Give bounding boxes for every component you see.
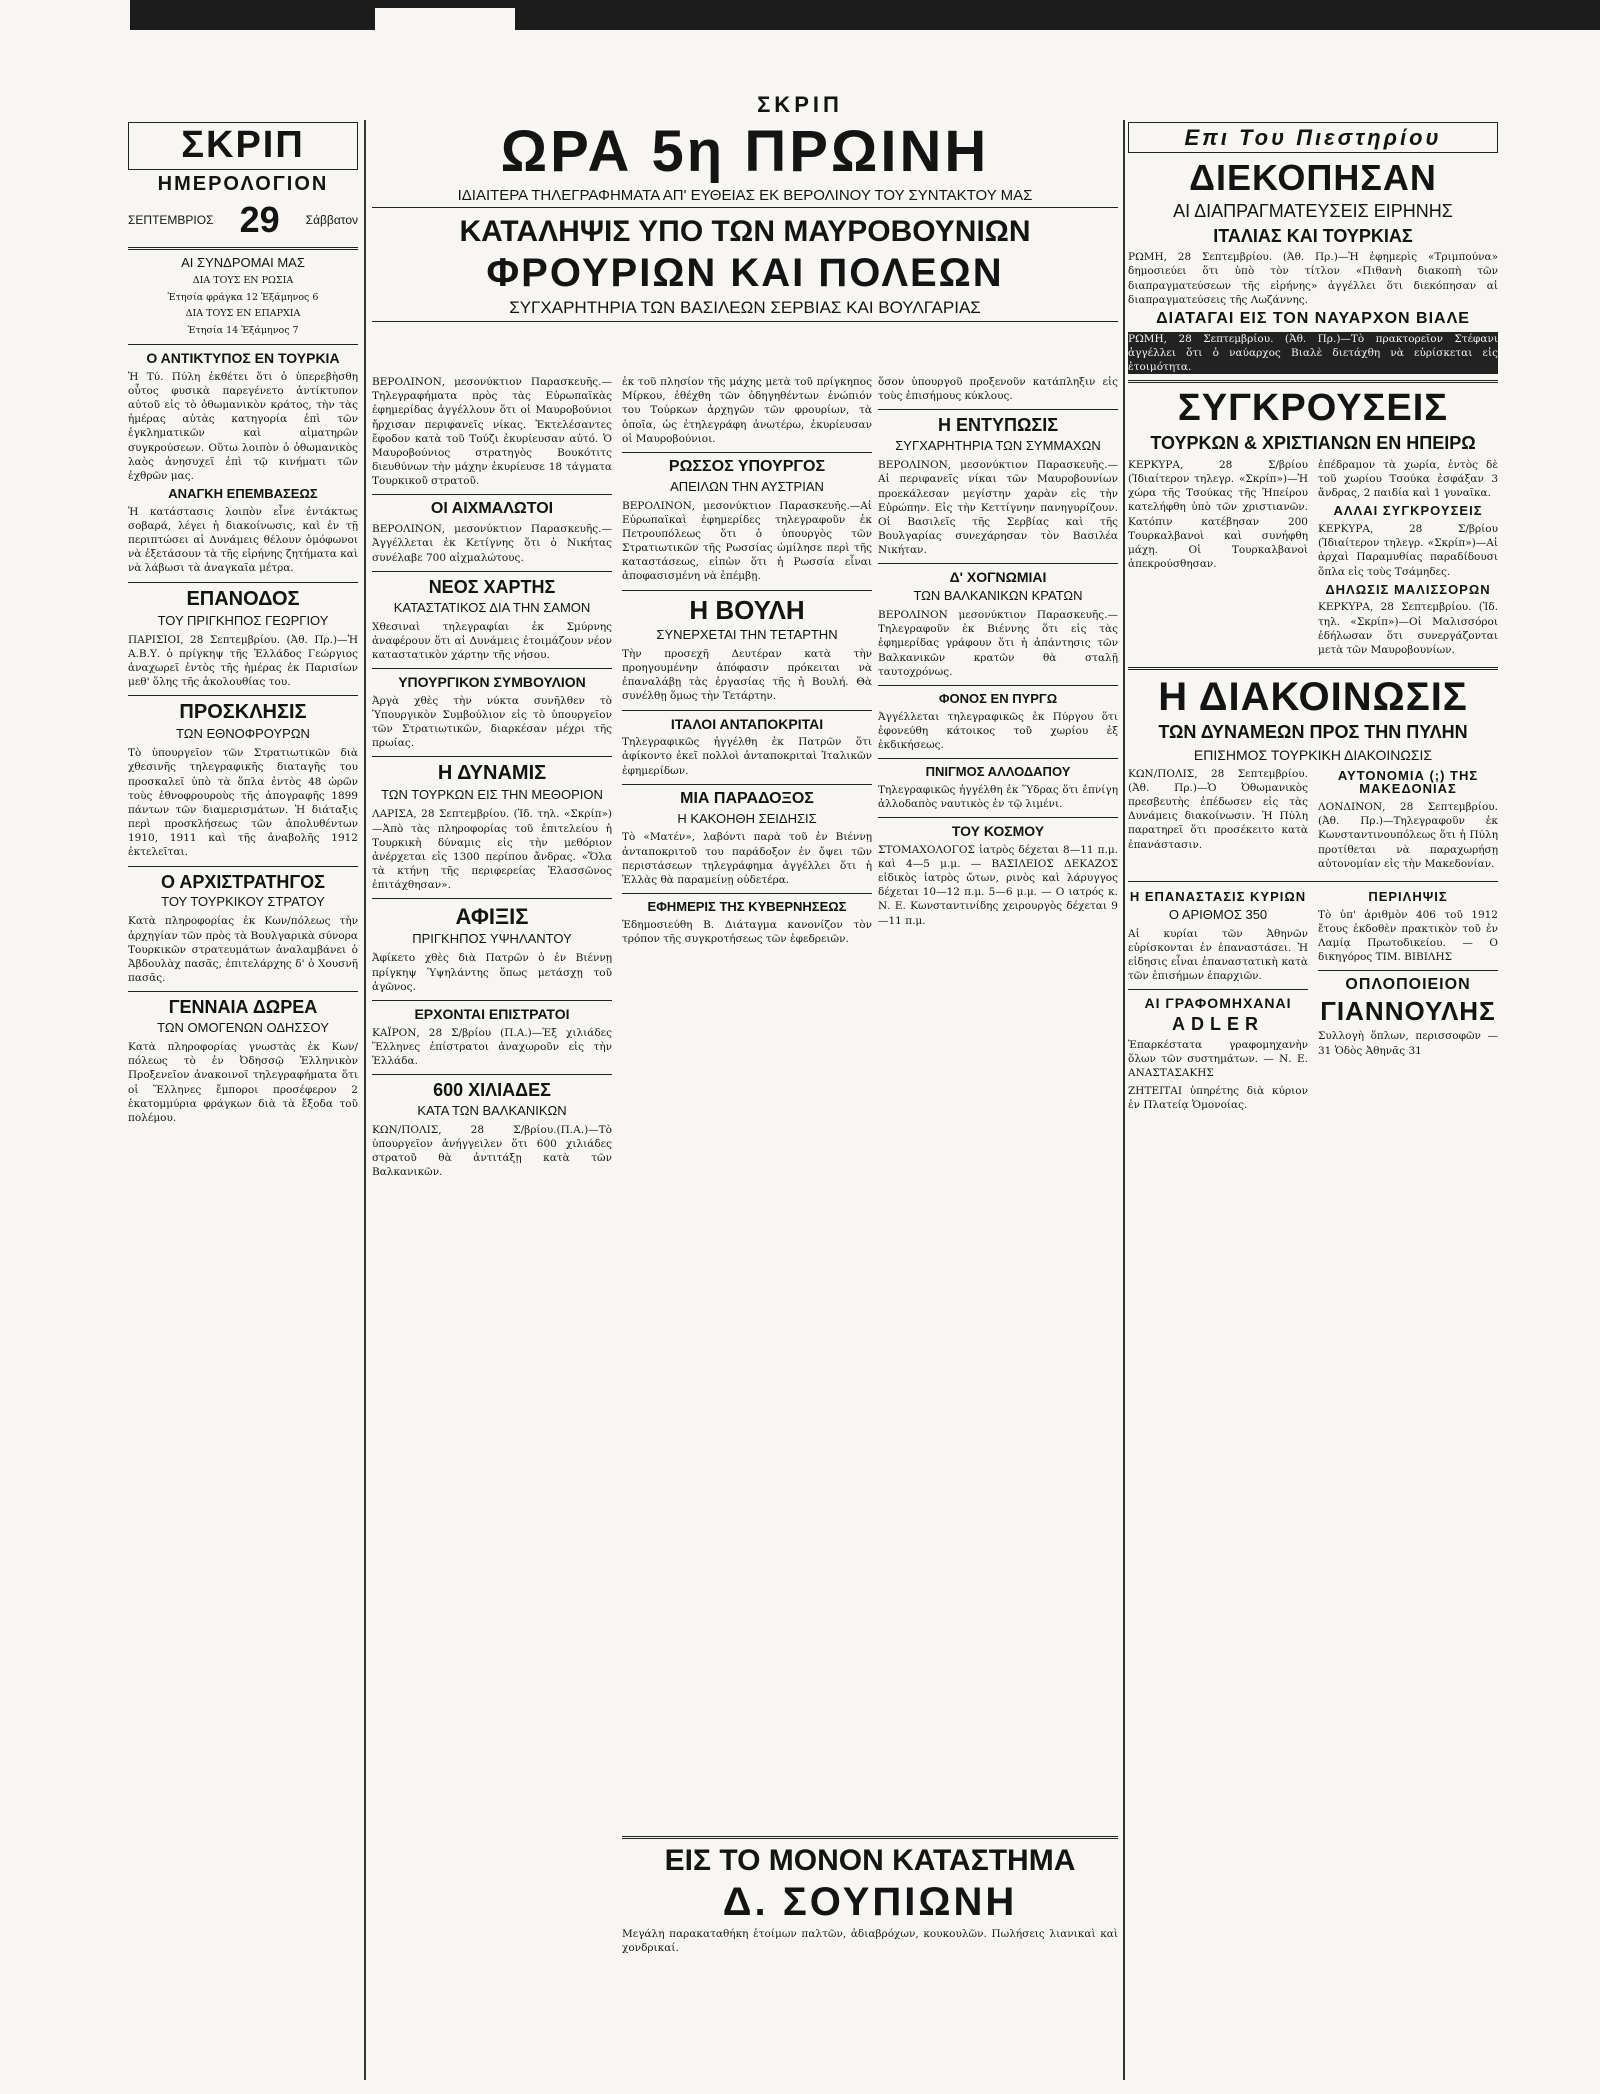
headline: ΕΠΑΝΟΔΟΣ (186, 587, 300, 610)
lead-headline: ΚΑΤΑΛΗΨΙΣ ΥΠΟ ΤΩΝ ΜΑΥΡΟΒΟΥΝΙΩΝ (459, 215, 1031, 249)
article-text: ΚΕΡΚΥΡΑ, 28 Σεπτεμβρίου. (Ἰδ. τηλ. «Σκρίπ»)—Οἱ Μαλισσόροι ἐδήλωσαν ὅτι συνεργάζονται μετὰ τῶν Μαυροβουνίων. (1318, 601, 1498, 656)
headline: ΑΥΤΟΝΟΜΙΑ (;) ΤΗΣ ΜΑΚΕΔΟΝΙΑΣ (1337, 767, 1479, 797)
subheadline: ΣΥΓΧΑΡΗΤΗΡΙΑ ΤΩΝ ΣΥΜΜΑΧΩΝ (895, 438, 1101, 454)
article-text: ἐκ τοῦ πλησίον τῆς μάχης μετὰ τοῦ πρίγκηπος Μίρκου, ἐθέχθη τῶν ὀδηγηθέντων ἐνώπιόν του Τούρκων ἀρχηγῶν τῶν φρουρίων, τὰ ὁποῖα, ὡς ἐτηλεγράφη ἀνωτέρω, ἐκυρίευσαν οἱ Μαυροβούνιοι. (622, 376, 872, 445)
headline: ΟΠΛΟΠΟΙΕΙΟΝ (1345, 976, 1471, 994)
headline: ΡΩΣΣΟΣ ΥΠΟΥΡΓΟΣ (668, 457, 826, 475)
headline: ΔΙΕΚΟΠΗΣΑΝ (1189, 157, 1437, 199)
subs-line: ΔΙΑ ΤΟΥΣ ΕΝ ΕΠΑΡΧΙΑ (185, 308, 301, 320)
subs-title: ΑΙ ΣΥΝΔΡΟΜΑΙ ΜΑΣ (181, 254, 305, 270)
article-text: Ἀφίκετο χθὲς διὰ Πατρῶν ὁ ἐν Βιέννῃ πρίγκηψ Ὑψηλάντης ὅπως μετάσχῃ τοῦ ἀγῶνος. (372, 952, 612, 993)
headline: ΠΡΟΣΚΛΗΣΙΣ (179, 701, 307, 724)
headline: Η ΔΥΝΑΜΙΣ (437, 762, 547, 785)
column-4 (878, 375, 1118, 2080)
band-subtitle: ΙΔΙΑΙΤΕΡΑ ΤΗΛΕΓΡΑΦΗΜΑΤΑ ΑΠ' ΕΥΘΕΙΑΣ ΕΚ ΒΕΡΟΛΙΝΟΥ ΤΟΥ ΣΥΝΤΑΚΤΟΥ ΜΑΣ (372, 187, 1118, 208)
subheadline: ΚΑΤΑ ΤΩΝ ΒΑΛΚΑΝΙΚΩΝ (417, 1103, 567, 1119)
column-1 (128, 120, 358, 2080)
column-rule (364, 120, 366, 2080)
article-text: ἐπέδραμον τὰ χωρία, ἐντὸς δὲ τοῦ χωρίου Τσούκα ἐσφάξαν 3 ἄνδρας, 2 παιδία καὶ 1 γυναῖκα. (1318, 458, 1498, 500)
headline: ΣΥΓΚΡΟΥΣΕΙΣ (1177, 387, 1449, 430)
headline: ΤΟΥ ΚΟΣΜΟΥ (951, 823, 1045, 839)
subheadline: ΚΑΤΑΣΤΑΤΙΚΟΣ ΔΙΑ ΤΗΝ ΣΑΜΟΝ (393, 599, 591, 615)
article-text: Κατὰ πληροφορίας ἐκ Κων/πόλεως τὴν ἀρχηγίαν τῶν πρὸς τὰ Βουλγαρικὰ σύνορα Τουρκικῶν στρατευμάτων ἀναλαμβάνει ὁ Ἀβδουλὰχ πασᾶς, ἐπιτελάρχης δ' ὁ Χουσνῆ πασᾶς. (128, 915, 358, 985)
weekday: Σάββατον (305, 212, 358, 227)
article-text: Ἐδημοσιεύθη Β. Διάταγμα κανονίζον τὸν τρόπον τῆς συγκροτήσεως τῶν ἐφεδρειῶν. (622, 918, 872, 945)
headline: Ο ΑΡΧΙΣΤΡΑΤΗΓΟΣ (161, 871, 325, 892)
column-rule (1123, 120, 1125, 2080)
article-text: ΒΕΡΟΛΙΝΟΝ, μεσονύκτιον Παρασκευῆς.—Αἱ περιφανεῖς νίκαι τῶν Μαυροβουνίων προεκάλεσαν μεγίστην χαρὰν εἰς τὴν Εὐρώπην. Εἰς τὴν Κεττίγνην πανηγυρίζουν. Οἱ Βασιλεῖς τῆς Σερβίας καὶ τῆς Βουλγαρίας συνεχάρησαν τὸν Βασιλέα Νικήταν. (878, 459, 1118, 557)
headline: Ο ΑΝΤΙΚΤΥΠΟΣ ΕΝ ΤΟΥΡΚΙΑ (146, 350, 340, 367)
band-title: ΩΡΑ 5η ΠΡΩΙΝΗ (500, 119, 990, 184)
ad-title: ΕΙΣ ΤΟ ΜΟΝΟΝ ΚΑΤΑΣΤΗΜΑ (664, 1844, 1076, 1877)
article-text: ΚΩΝ/ΠΟΛΙΣ, 28 Σεπτεμβρίου. (Ἀθ. Πρ.)—Ὁ Ὀθωμανικὸς πρεσβευτὴς ἐπέδωσεν εἰς τὰς Δυνάμεις διακοίνωσιν. Ἡ Πύλη παρατηρεῖ ὅτι προσέκειτο κατὰ ἐπανάστασιν. (1128, 767, 1308, 851)
lead-subheadline: ΣΥΓΧΑΡΗΤΗΡΙΑ ΤΩΝ ΒΑΣΙΛΕΩΝ ΣΕΡΒΙΑΣ ΚΑΙ ΒΟΥΛΓΑΡΙΑΣ (372, 298, 1118, 323)
article-text: ΛΑΡΙΣΑ, 28 Σεπτεμβρίου. (Ἰδ. τηλ. «Σκρίπ»)—Ἀπὸ τὰς πληροφορίας τοῦ ἐπιτελείου ἡ Τουρκικὴ δύναμις εἰς τὴν μεθόριον ἀνέρχεται εἰς 1300 περίπου ἄνδρας. «Ὅλα τὰ κτήνη τῆς περιφερείας Ἐλασσῶνος ἐπιτάχθησαν». (372, 808, 612, 892)
article-text: Τὸ ὑπ' ἀριθμὸν 406 τοῦ 1912 ἔτους ἐκδοθὲν πρακτικὸν τοῦ ἐν Λαμίᾳ Πρωτοδικείου. — Ο δικηγόρος ΤΙΜ. ΒΙΒΙΛΗΣ (1318, 908, 1498, 964)
article-text: ΚΕΡΚΥΡΑ, 28 Σ/βρίου (Ἰδιαίτερον τηλεγρ. «Σκρίπ»)—Αἱ ἀρχαὶ Παραμυθίας παραδίδουσι ὅπλα εἰς τοὺς Τσάμηδες. (1318, 523, 1498, 578)
headline: ΠΕΡΙΛΗΨΙΣ (1368, 888, 1448, 904)
headline: ΜΙΑ ΠΑΡΑΔΟΞΟΣ (680, 789, 814, 807)
article-text: ΖΗΤΕΙΤΑΙ ὑπηρέτης διὰ κύριον ἐν Πλατείᾳ Ὁμονοίας. (1128, 1085, 1308, 1112)
article-text: ΡΩΜΗ, 28 Σεπτεμβρίου. (Ἀθ. Πρ.)—Τὸ πρακτορεῖον Στέφανι ἀγγέλλει ὅτι ὁ ναύαρχος Βιαλὲ διετάχθη νὰ εὑρίσκεται εἰς ἑτοιμότητα. (1128, 332, 1498, 374)
ad-text: Μεγάλη παρακαταθήκη ἑτοίμων παλτῶν, ἀδιαβρόχων, κουκουλῶν. Πωλήσεις λιανικαὶ καὶ χονδρικαί. (622, 1927, 1118, 1954)
subheadline: ΤΩΝ ΤΟΥΡΚΩΝ ΕΙΣ ΤΗΝ ΜΕΘΟΡΙΟΝ (381, 787, 603, 803)
headline: ΥΠΟΥΡΓΙΚΟΝ ΣΥΜΒΟΥΛΙΟΝ (398, 674, 586, 691)
article-text: ΠΑΡΙΣΙΟΙ, 28 Σεπτεμβρίου. (Ἀθ. Πρ.)—Ἡ Α.Β.Υ. ὁ πρίγκηψ τῆς Ἑλλάδος Γεώργιος ἀναχωρεῖ ἐντὸς τῆς ἡμέρας ἐκ Παρισίων μεθ' ὅλης τῆς ἀκολουθίας του. (128, 633, 358, 689)
article-text: Ἀργὰ χθὲς τὴν νύκτα συνῆλθεν τὸ Ὑπουργικὸν Συμβούλιον εἰς τὸ ὑπουργεῖον τῶν Στρατιωτικῶν, διαρκέσαν μέχρι τῆς πρωίας. (372, 694, 612, 750)
article-text: Τὸ ὑπουργεῖον τῶν Στρατιωτικῶν διὰ χθεσινῆς τηλεγραφικῆς διαταγῆς του προσκαλεῖ ὑπὸ τὰ ὅπλα ἐντὸς 48 ὡρῶν τοὺς ἐθνοφρουροὺς τῆς ἀπογραφῆς 1899 πάντων τῶν διαμερισμάτων. Ἡ διάταξις περὶ προσκλήσεως τῶν ἀπολυθέντων 1910, 1911 καὶ τῆς ἀναβολῆς 1912 ἐκτελεῖται. (128, 747, 358, 859)
article-text: Ἐπαρκέστατα γραφομηχανὴν ὅλων τῶν συστημάτων. — Ν. Ε. ΑΝΑΣΤΑΣΑΚΗΣ (1128, 1038, 1308, 1080)
article-text: ΒΕΡΟΛΙΝΟΝ, μεσονύκτιον Παρασκευῆς.—Αἱ Εὐρωπαϊκαὶ ἐφημερίδες τηλεγραφοῦν ἐκ Πετρουπόλεως ὅτι ὁ ὑπουργὸς τῶν Στρατιωτικῶν τῆς Ρωσσίας ὡμίλησε περὶ τῆς καταστάσεως, εἰπὼν ὅτι ἡ Ρωσσία εἶναι ἀποφασισμένη νὰ ἐπέμβῃ. (622, 499, 872, 583)
column-2 (372, 375, 612, 2080)
article-text: ΒΕΡΟΛΙΝΟΝ, μεσονύκτιον Παρασκευῆς.—Ἀγγέλλεται ἐκ Κετίγνης ὅτι ὁ Νικήτας συνέλαβε 700 αἰχμαλώτους. (372, 523, 612, 564)
date-line (128, 199, 358, 241)
subheadline: Ο ΑΡΙΘΜΟΣ 350 (1168, 906, 1268, 922)
article-text: Συλλογὴ ὅπλων, περισσοφῶν — 31 Ὁδὸς Ἀθηνᾶς 31 (1318, 1030, 1498, 1057)
headline: 600 ΧΙΛΙΑΔΕΣ (433, 1080, 551, 1101)
subheadline: ΕΠΙΣΗΜΟΣ ΤΟΥΡΚΙΚΗ ΔΙΑΚΟΙΝΩΣΙΣ (1193, 746, 1433, 763)
subheadline: ΤΩΝ ΕΘΝΟΦΡΟΥΡΩΝ (176, 726, 310, 742)
subheadline: ΤΩΝ ΟΜΟΓΕΝΩΝ ΟΔΗΣΣΟΥ (157, 1020, 329, 1036)
article-text: Τηλεγραφικῶς ἠγγέλθη ἐκ Πατρῶν ὅτι ἀφίκοντο ἐκεῖ πολλοὶ ἀνταποκριταὶ Ἰταλικῶν ἐφημερίδων. (622, 736, 872, 777)
press-banner: Επι Του Πιεστηρίου (1128, 122, 1498, 153)
headline: ΠΝΙΓΜΟΣ ΑΛΛΟΔΑΠΟΥ (925, 764, 1071, 780)
headline: ΙΤΑΛΟΙ ΑΝΤΑΠΟΚΡΙΤΑΙ (670, 715, 824, 732)
subheadline: ΤΟΥ ΤΟΥΡΚΙΚΟΥ ΣΤΡΑΤΟΥ (161, 894, 325, 910)
headline: Η ΔΙΑΚΟΙΝΩΣΙΣ (1158, 675, 1468, 720)
subheadline: ΠΡΙΓΚΗΠΟΣ ΥΨΗΛΑΝΤΟΥ (412, 931, 572, 947)
logo: ΣΚΡΙΠ (128, 122, 358, 170)
headline: ΓΕΝΝΑΙΑ ΔΩΡΕΑ (168, 997, 318, 1018)
subheadline: ΤΟΥ ΠΡΙΓΚΗΠΟΣ ΓΕΩΡΓΙΟΥ (157, 612, 329, 628)
headline: ΕΦΗΜΕΡΙΣ ΤΗΣ ΚΥΒΕΡΝΗΣΕΩΣ (647, 899, 847, 915)
headline: Η ΕΝΤΥΠΩΣΙΣ (937, 415, 1059, 436)
shop-advertisement (622, 1830, 1118, 1959)
article-text: Χθεσιναὶ τηλεγραφίαι ἐκ Σμύρνης ἀναφέρουν ὅτι αἱ Δυνάμεις ἐτοιμάζουν νέον καταστατικὸν χάρτην τῆς νήσου. (372, 620, 612, 661)
calendar-title: ΗΜΕΡΟΛΟΓΙΟΝ (157, 172, 329, 195)
article-text: Τηλεγραφικῶς ἠγγέλθη ἐκ Ὕδρας ὅτι ἐπνίγη ἀλλοδαπὸς ναυτικὸς ἐν τῷ λιμένι. (878, 783, 1118, 810)
day: 29 (239, 198, 280, 240)
subheadline: ADLER (1172, 1013, 1264, 1034)
subs-line: Ἐτησία φράγκα 12 Ἑξάμηνος 6 (167, 291, 319, 303)
headline: ΦΟΝΟΣ ΕΝ ΠΥΡΓΩ (938, 690, 1058, 706)
subheadline: ΤΩΝ ΒΑΛΚΑΝΙΚΩΝ ΚΡΑΤΩΝ (913, 588, 1083, 604)
two-col-block (1128, 888, 1498, 1117)
article-text: Ἡ Τύ. Πύλη ἐκθέτει ὅτι ὁ ὑπερεβὴσθη οὗτος φυσικὰ παρεγένετο ἀντίκτυπον αὐτοῦ εἰς τὸ ὀθωμανικὸν κράτος, τὴν τὰς ἡμέρας αὐτὰς κατηγορία ἐπὶ τῶν ἐγκληματικῶν καὶ αἱματηρῶν συγκρούσεων. Οὕτω λοιπὸν ὁ ὀθωμανικὸς λαὸς ἀνησυχεῖ ἐπὶ τῷ κινήματι τῶν ἐχθρῶν μας. (128, 370, 358, 482)
subheadline: ΓΙΑΝΝΟΥΛΗΣ (1320, 996, 1496, 1027)
article-text: Τὴν προσεχῆ Δευτέραν κατὰ τὴν προηγουμένην ἀπόφασιν πρόκειται νὰ ἐπαναλάβῃ τὰς ἐργασίας τῆς ἡ Βουλή. Θὰ συνέλθῃ ὅμως τὴν Τετάρτην. (622, 647, 872, 703)
article-text: ΚΑΪΡΟΝ, 28 Σ/βρίου (Π.Α.)—Ἐξ χιλιάδες Ἕλληνες ἐπίστρατοι ἀναχωροῦν εἰς τὴν Ἑλλάδα. (372, 1026, 612, 1067)
article-text: Κατὰ πληροφορίας γνωστὰς ἐκ Κων/πόλεως τὸ ἐν Ὀδησσῷ Ἑλληνικὸν Προξενεῖον ἀνακοινοῖ τηλεγραφήματα ὅτι οἱ Ἕλληνες ἔμποροι προσέφερον 2 ἑκατομμύρια φράγκων διὰ τὰ ἔξοδα τοῦ πολέμου. (128, 1041, 358, 1124)
article-text: ΛΟΝΔΙΝΟΝ, 28 Σεπτεμβρίου. (Ἀθ. Πρ.)—Τηλεγραφοῦν ἐκ Κωνσταντινουπόλεως ὅτι ἡ Πύλη προτίθεται νὰ παραχωρήσῃ αὐτονομίαν εἰς τὴν Μακεδονίαν. (1318, 801, 1498, 870)
column-5 (1128, 120, 1498, 2080)
article-text: ΒΕΡΟΛΙΝΟΝ, μεσονύκτιον Παρασκευῆς.—Τηλεγραφήματα πρὸς τὰς Εὐρωπαϊκὰς ἐφημερίδας ἀγγέλλουν ὅτι οἱ Μαυροβούνιοι ἤρχισαν περιφανεῖς νίκας. Ἐκτελέσαντες ἔφοδον κατὰ τοῦ Τούζι ἐκυρίευσαν αὐτό. Ὁ Μαυροβούνιος στρατηγὸς Βουκότιτς διευθύνων τὴν μάχην ἐκυρίευσε 18 τάγματα Τουρκικοῦ στρατοῦ. (372, 376, 612, 488)
headline: Δ' ΧΟΓΝΩΜΙΑΙ (949, 569, 1047, 586)
subheadline: ΣΥΝΕΡΧΕΤΑΙ ΤΗΝ ΤΕΤΑΡΤΗΝ (656, 626, 838, 642)
two-col-block (1128, 458, 1498, 661)
top-band (372, 120, 1118, 326)
subheadline: ΙΤΑΛΙΑΣ ΚΑΙ ΤΟΥΡΚΙΑΣ (1213, 225, 1413, 246)
headline: Η ΕΠΑΝΑΣΤΑΣΙΣ ΚΥΡΙΩΝ (1129, 888, 1307, 904)
headline: ΔΙΑΤΑΓΑΙ ΕΙΣ ΤΟΝ ΝΑΥΑΡΧΟΝ ΒΙΑΛΕ (1156, 309, 1470, 327)
subs-line: ΔΙΑ ΤΟΥΣ ΕΝ ΡΩΣΙΑ (192, 274, 294, 286)
top-black-bar (130, 0, 1600, 30)
column-3 (622, 375, 872, 2080)
headline: ΑΝΑΓΚΗ ΕΠΕΜΒΑΣΕΩΣ (168, 486, 318, 502)
article-text: Αἱ κυρίαι τῶν Ἀθηνῶν εὑρίσκονται ἐν ἐπαναστάσει. Ἡ εἰδησις εἶναι ἐπαναστατικὴ κατὰ τῶν ἐπισήμων ἐπαρχιῶν. (1128, 927, 1308, 983)
lead-headline-2: ΦΡΟΥΡΙΩΝ ΚΑΙ ΠΟΛΕΩΝ (486, 250, 1004, 295)
headline: ΔΗΛΩΣΙΣ ΜΑΛΙΣΣΟΡΩΝ (1325, 581, 1491, 597)
masthead: ΣΚΡΙΠ (757, 92, 843, 117)
subheadline: ΑΙ ΔΙΑΠΡΑΓΜΑΤΕΥΣΕΙΣ ΕΙΡΗΝΗΣ (1173, 200, 1453, 221)
subheadline: ΤΩΝ ΔΥΝΑΜΕΩΝ ΠΡΟΣ ΤΗΝ ΠΥΛΗΝ (1158, 722, 1468, 743)
article-text: Τὸ «Ματέν», λαβόντι παρὰ τοῦ ἐν Βιέννῃ ἀνταποκριτοῦ του παράδοξον ἐν ὄψει τῶν περιστάσεων τηλεγράφημα ἀγγέλλει ὅτι ἡ Ἑλλὰς θὰ παραμείνῃ οὐδετέρα. (622, 831, 872, 886)
headline: ΟΙ ΑΙΧΜΑΛΩΤΟΙ (430, 500, 554, 518)
article-text: ὅσον ὑπουργοῦ προξενοῦν κατάπληξιν εἰς τοὺς ἐπισήμους κύκλους. (878, 376, 1118, 403)
headline: Η ΒΟΥΛΗ (689, 594, 805, 625)
headline: ΑΙ ΓΡΑΦΟΜΗΧΑΝΑΙ (1144, 995, 1292, 1012)
subheadline: Η ΚΑΚΟΗΘΗ ΣΕΙΔΗΣΙΣ (677, 810, 817, 826)
newspaper-page (128, 120, 1498, 2080)
headline: ΝΕΟΣ ΧΑΡΤΗΣ (428, 576, 556, 597)
two-col-block (1128, 767, 1498, 875)
article-text: ΒΕΡΟΛΙΝΟΝ μεσονύκτιον Παρασκευῆς.—Τηλεγραφοῦν ἐκ Βιέννης ὅτι εἰς τὰς ἐφημερίδας γράφουν ὅτι ἡ ἀπάντησις τῶν Βαλκανικῶν κρατῶν θὰ σταλῇ ταυτοχρόνως. (878, 609, 1118, 678)
headline: ΑΦΙΞΙΣ (455, 904, 529, 930)
article-text: ΣΤΟΜΑΧΟΛΟΓΟΣ ἰατρὸς δέχεται 8—11 π.μ. καὶ 4—5 μ.μ. — ΒΑΣΙΛΕΙΟΣ ΔΕΚΑΖΟΣ εἰδικὸς ἰατρὸς ὤτων, ρινὸς καὶ λάρυγγος δέχεται 10—12 π.μ. 5—6 μ.μ. — Ο ιατρός κ. Ν. Ε. Κωνσταντινίδης χειρουργὸς δέχεται 9—11 π.μ. (878, 843, 1118, 927)
ad-shop-name: Δ. ΣΟΥΠΙΩΝΗ (722, 1879, 1018, 1924)
headline: ΕΡΧΟΝΤΑΙ ΕΠΙΣΤΡΑΤΟΙ (414, 1005, 570, 1022)
headline: ΑΛΛΑΙ ΣΥΓΚΡΟΥΣΕΙΣ (1333, 503, 1483, 519)
article-text: ΚΕΡΚΥΡΑ, 28 Σ/βρίου (Ἰδιαίτερον τηλεγρ. «Σκρίπ»)—Ἡ χώρα τῆς Τσούκας τῆς Ἠπείρου κατελήφθη ὑπὸ τῶν χριστιανῶν. Κατόπιν κατέβησαν 200 Τουρκαλβανοὶ καὶ συνήφθη μάχη. Οἱ Τουρκαλβανοὶ ἀπεκρούσθησαν. (1128, 458, 1308, 571)
subheadline: ΑΠΕΙΛΩΝ ΤΗΝ ΑΥΣΤΡΙΑΝ (670, 478, 824, 494)
article-text: Ἡ κατάστασις λοιπὸν εἶνε ἐντάκτως σοβαρά, λέγει ἡ διακοίνωσις, καὶ ἐν τῇ περιπτώσει αἱ Δυνάμεις θέλουν ὁμόφωνοι νὰ ἐξετάσουν τὰ τῆς εἰρήνης ζητήματα καὶ νὰ λάβωσι τὰ ἀναγκαῖα μέτρα. (128, 505, 358, 575)
subs-line: Ἐτησία 14 Ἑξάμηνος 7 (187, 325, 299, 337)
subheadline: ΤΟΥΡΚΩΝ & ΧΡΙΣΤΙΑΝΩΝ ΕΝ ΗΠΕΙΡΩ (1150, 433, 1476, 454)
article-text: ΡΩΜΗ, 28 Σεπτεμβρίου. (Ἀθ. Πρ.)—Ἡ ἐφημερὶς «Τριμπούνα» δημοσιεύει ὅτι ὑπὸ τὸν τίτλον «Πιθανὴ διακοπὴ τῶν διαπραγματεύσεων τῆς εἰρήνης» ἀγγέλλει ὅτι διεκόπησαν αἱ διαπραγματεύσεις τῆς Λωζάννης. (1128, 251, 1498, 306)
month: ΣΕΠΤΕΜΒΡΙΟΣ (128, 212, 214, 227)
article-text: Ἀγγέλλεται τηλεγραφικῶς ἐκ Πύργου ὅτι ἐφονεύθη κάτοικος τοῦ χωρίου ἐξ ἐκδικήσεως. (878, 710, 1118, 751)
article-text: ΚΩΝ/ΠΟΛΙΣ, 28 Σ/βρίου.(Π.Α.)—Τὸ ὑπουργεῖον ἀνήγγειλεν ὅτι 600 χιλιάδες στρατοῦ θὰ ἀντιτάξῃ κατὰ τῶν Βαλκανικῶν. (372, 1123, 612, 1179)
